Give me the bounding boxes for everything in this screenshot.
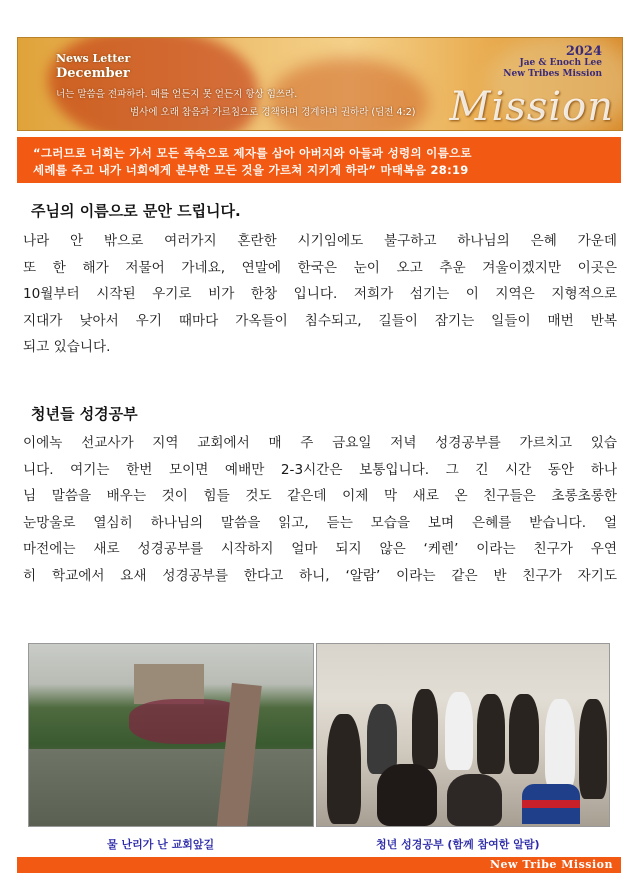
paragraph-line: 또 한 해가 저물어 가네요, 연말에 한국은 눈이 오고 추운 겨울이겠지만 이곳은	[23, 259, 617, 276]
paragraph-line: 히 학교에서 요새 성경공부를 한다고 하니, ‘알람’ 이라는 같은 반 친구가 자기도	[23, 567, 617, 584]
section-heading-greeting: 주님의 이름으로 문안 드립니다.	[31, 202, 241, 220]
missionary-names-line: Jae & Enoch Lee	[519, 58, 602, 68]
photo-person-shape	[445, 692, 473, 770]
header-banner	[17, 37, 623, 131]
photo-person-shape	[367, 704, 397, 774]
footer-organization-label: New Tribe Mission	[490, 858, 613, 871]
greeting-paragraph	[23, 228, 617, 361]
scripture-verse-line: 세례를 주고 내가 너희에게 분부한 모든 것을 가르쳐 지키게 하라” 마태복음 28:19	[33, 163, 469, 177]
photo-person-shape	[545, 699, 575, 789]
banner-verse-line: 범사에 오래 참음과 가르침으로 경책하며 경계하며 권하라 (딤전 4:2)	[130, 107, 416, 118]
paragraph-line: 이에녹 선교사가 지역 교회에서 매 주 금요일 저녁 성경공부를 가르치고 있습	[23, 435, 617, 451]
flooded-church-road-photo	[28, 643, 314, 827]
paragraph-line: 눈망울로 열심히 하나님의 말씀을 읽고, 듣는 모습을 보며 은혜를 받습니다. 얼	[23, 514, 617, 531]
paragraph-line: 되고 있습니다.	[23, 339, 111, 355]
newsletter-label: News Letter	[56, 52, 131, 65]
bible-study-paragraph	[23, 430, 617, 589]
newsletter-year: 2024	[565, 44, 602, 59]
photo-person-shape	[579, 699, 607, 799]
paragraph-line: 니다. 여기는 한번 모이면 예배만 2-3시간은 보통입니다. 그 긴 시간 동안 하나	[23, 461, 617, 478]
photo-caption-bible-study: 청년 성경공부 (함께 참여한 알람)	[376, 838, 540, 851]
main-text-panel	[17, 190, 621, 635]
photo-caption-flood: 물 난리가 난 교회앞길	[107, 838, 215, 851]
footer-bar	[17, 857, 621, 873]
photo-person-shape	[477, 694, 505, 774]
banner-verse-line: 너는 말씀을 전파하라. 때를 얻든지 못 얻든지 항상 힘쓰라.	[56, 89, 298, 100]
paragraph-line: 지대가 낮아서 우기 때마다 가옥들이 침수되고, 길들이 잠기는 일들이 매번 반복	[23, 312, 617, 329]
section-heading-bible-study: 청년들 성경공부	[31, 405, 138, 423]
photo-person-shape	[412, 689, 438, 769]
scripture-verse-bar	[17, 137, 621, 183]
paragraph-line: 나라 안 밖으로 여러가지 혼란한 시기임에도 불구하고 하나님의 은혜 가운데	[23, 233, 617, 249]
photo-person-shape	[327, 714, 361, 824]
mission-script-title: Mission	[449, 84, 614, 130]
paragraph-line: 10월부터 시작된 우기로 비가 한창 입니다. 저희가 섬기는 이 지역은 지형적으로	[23, 286, 617, 302]
scripture-verse-line: “그러므로 너희는 가서 모든 족속으로 제자를 삼아 아버지와 아들과 성령의 이름으로	[33, 146, 472, 160]
photo-person-shape	[509, 694, 539, 774]
newsletter-month: December	[56, 66, 130, 81]
photo-person-shape	[447, 774, 502, 826]
youth-bible-study-photo	[316, 643, 610, 827]
photo-house-shape	[134, 664, 204, 704]
paragraph-line: 님 말씀을 배우는 것이 힘들 것도 같은데 이제 막 새로 온 친구들은 초롱초롱한	[23, 488, 617, 504]
photo-person-shape	[377, 764, 437, 826]
paragraph-line: 마전에는 새로 성경공부를 시작하지 얼마 되지 않은 ‘케렌’ 이라는 친구가 우연	[23, 541, 617, 557]
organization-name: New Tribes Mission	[503, 69, 602, 79]
photo-union-jack-shirt	[522, 784, 580, 824]
missionary-names	[503, 58, 602, 80]
photo-floodwater-shape	[29, 749, 313, 826]
